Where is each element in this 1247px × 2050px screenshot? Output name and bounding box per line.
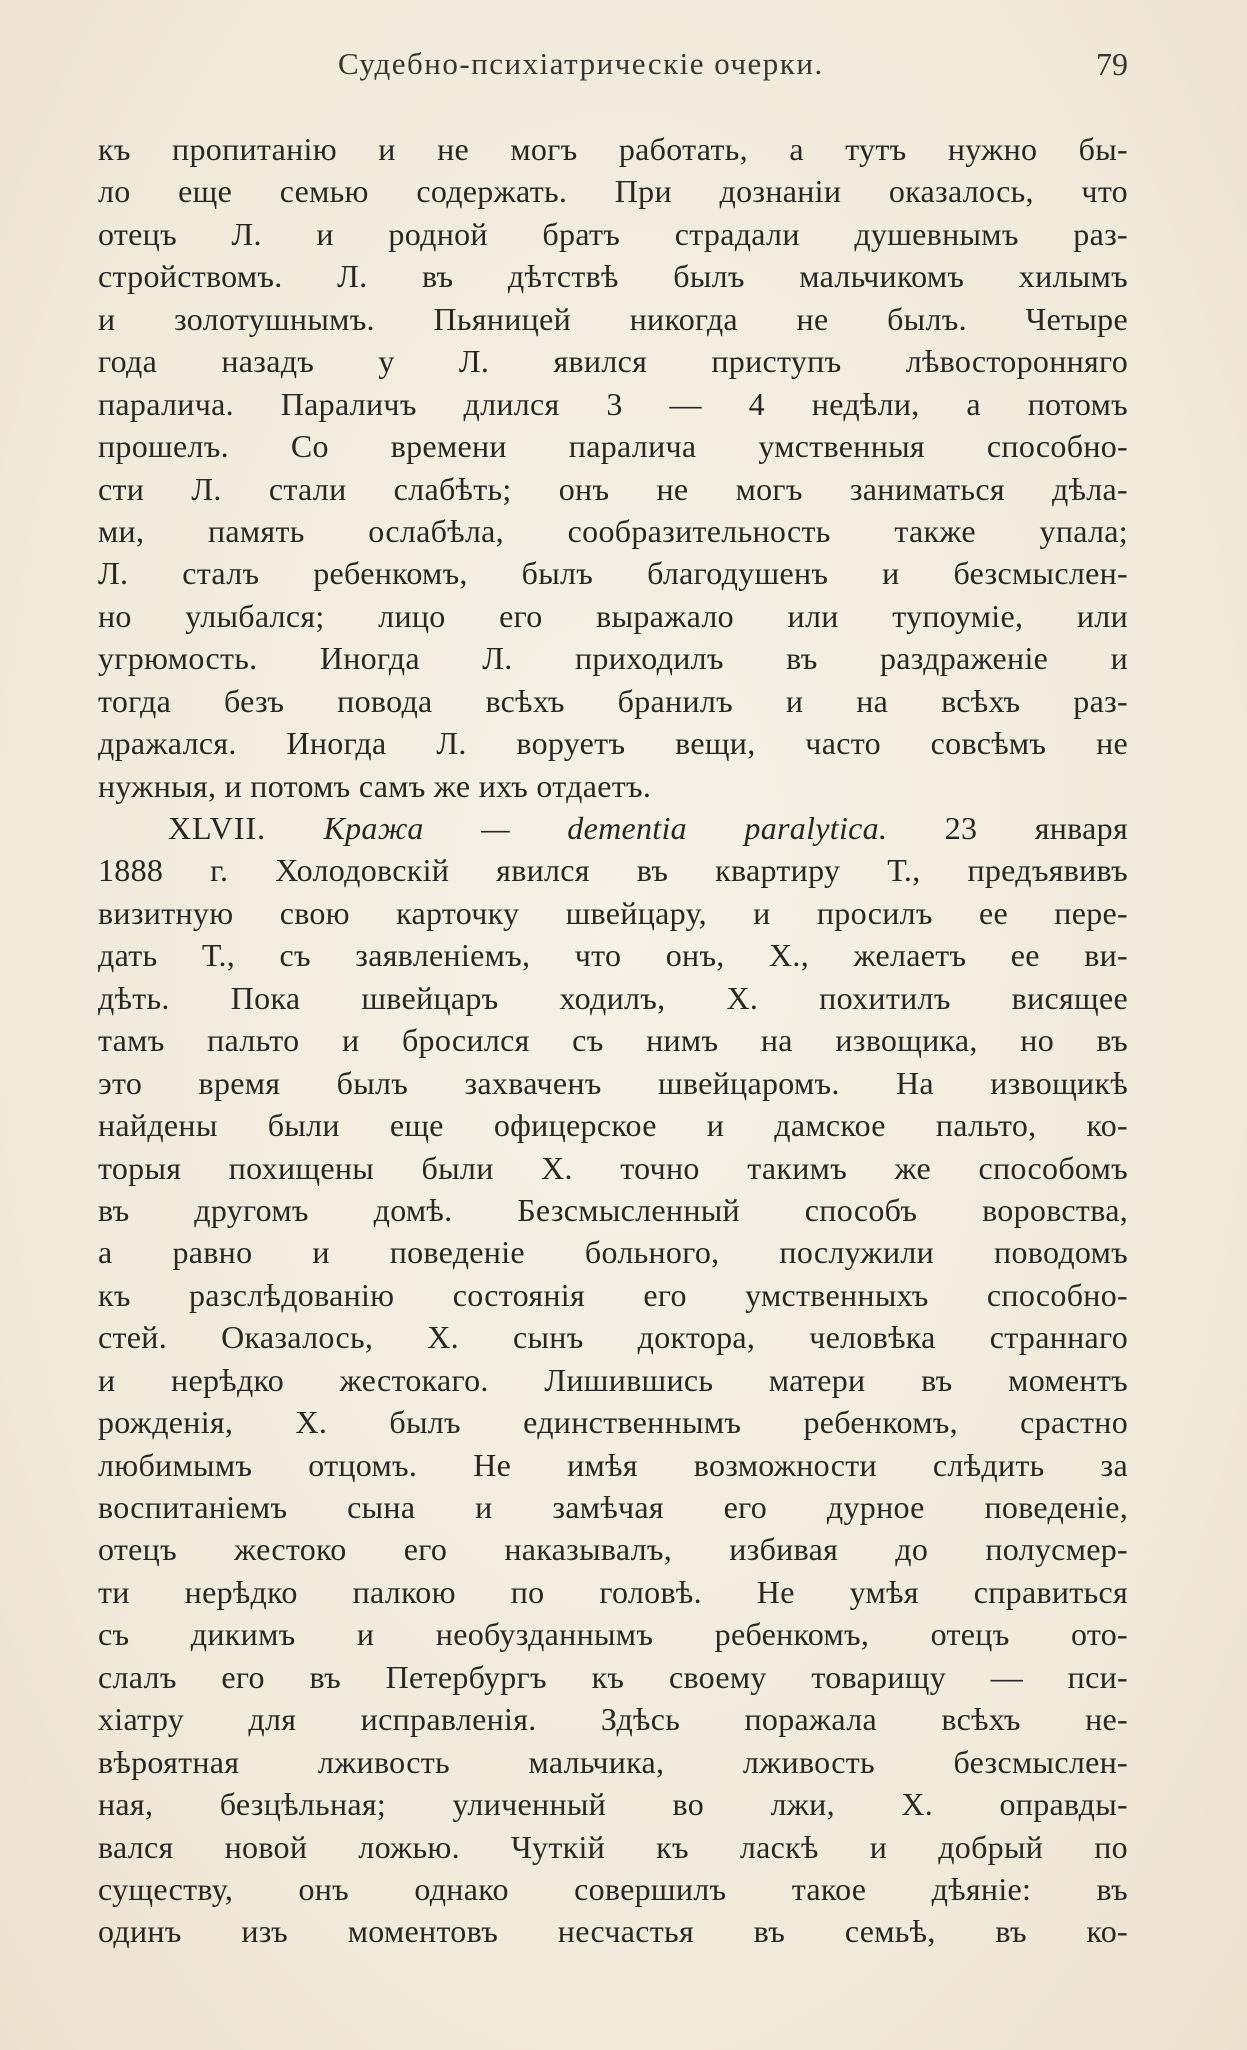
text-line: это время былъ захваченъ швейцаромъ. На извощикѣ: [98, 1064, 1128, 1101]
case-date: 23 января: [944, 810, 1128, 846]
text-line: угрюмость. Иногда Л. приходилъ въ раздраженіе и: [98, 640, 1128, 677]
page-header: [98, 46, 1128, 96]
text-line: хіатру для исправленія. Здѣсь поражала всѣхъ не-: [98, 1701, 1128, 1738]
case-number: XLVII.: [168, 810, 267, 846]
text-line: Л. сталъ ребенкомъ, былъ благодушенъ и безсмыслен-: [98, 555, 1128, 592]
text-line: ло еще семью содержать. При дознаніи оказалось, что: [98, 173, 1128, 210]
text-line: тогда безъ повода всѣхъ бранилъ и на всѣхъ раз-: [98, 682, 1128, 719]
text-line: сти Л. стали слабѣть; онъ не могъ заниматься дѣла-: [98, 470, 1128, 507]
text-line: дѣть. Пока швейцаръ ходилъ, Х. похитилъ висящее: [98, 979, 1128, 1016]
text-line: въ другомъ домѣ. Безсмысленный способъ воровства,: [98, 1191, 1128, 1228]
text-line: дать Т., съ заявленіемъ, что онъ, Х., желаетъ ее ви-: [98, 937, 1128, 974]
text-line: вѣроятная лживость мальчика, лживость безсмыслен-: [98, 1743, 1128, 1780]
running-head: Судебно-психіатрическіе очерки.: [338, 46, 824, 81]
text-line: къ разслѣдованію состоянія его умственныхъ способно-: [98, 1276, 1128, 1313]
page-number: 79: [1096, 46, 1128, 82]
text-line: ми, память ослабѣла, сообразительность также упала;: [98, 512, 1128, 549]
text-line: 1888 г. Холодовскій явился въ квартиру Т., предъявивъ: [98, 852, 1128, 889]
case-title: Кража — dementia paralytica.: [323, 810, 888, 846]
text-line: найдены были еще офицерское и дамское пальто, ко-: [98, 1107, 1128, 1144]
text-line: одинъ изъ моментовъ несчастья въ семьѣ, въ ко-: [98, 1913, 1128, 1950]
text-line: любимымъ отцомъ. Не имѣя возможности слѣдить за: [98, 1446, 1128, 1483]
text-line: но улыбался; лицо его выражало или тупоуміе, или: [98, 597, 1128, 634]
text-line: стройствомъ. Л. въ дѣтствѣ былъ мальчикомъ хилымъ: [98, 258, 1128, 295]
text-line: прошелъ. Со времени паралича умственныя способно-: [98, 428, 1128, 465]
text-line: отецъ жестоко его наказывалъ, избивая до полусмер-: [98, 1531, 1128, 1568]
text-line: стей. Оказалось, Х. сынъ доктора, человѣка страннаго: [98, 1319, 1128, 1356]
text-line: и золотушнымъ. Пьяницей никогда не былъ. Четыре: [98, 300, 1128, 337]
text-line: съ дикимъ и необузданнымъ ребенкомъ, отецъ ото-: [98, 1616, 1128, 1653]
text-line: паралича. Параличъ длился 3 — 4 недѣли, а потомъ: [98, 385, 1128, 422]
text-line: воспитаніемъ сына и замѣчая его дурное поведеніе,: [98, 1489, 1128, 1525]
text-line: отецъ Л. и родной братъ страдали душевнымъ раз-: [98, 215, 1128, 252]
text-line: визитную свою карточку швейцару, и просилъ ее пере-: [98, 894, 1128, 931]
text-line: года назадъ у Л. явился приступъ лѣвосторонняго: [98, 343, 1128, 380]
text-line: ная, безцѣльная; уличенный во лжи, Х. оправды-: [98, 1786, 1128, 1823]
text-line: ти нерѣдко палкою по головѣ. Не умѣя справиться: [98, 1573, 1128, 1610]
text-line: нужныя, и потомъ самъ же ихъ отдаетъ.: [98, 767, 652, 804]
text-line: къ пропитанію и не могъ работать, а тутъ нужно бы-: [98, 131, 1128, 167]
text-line: и нерѣдко жестокаго. Лишившись матери въ моментъ: [98, 1361, 1128, 1398]
text-line: вался новой ложью. Чуткій къ ласкѣ и добрый по: [98, 1828, 1128, 1865]
text-line: дражался. Иногда Л. воруетъ вещи, часто совсѣмъ не: [98, 725, 1128, 762]
text-line: рожденія, Х. былъ единственнымъ ребенкомъ, срастно: [98, 1404, 1128, 1441]
text-line: слалъ его въ Петербургъ къ своему товарищу — пси-: [98, 1658, 1128, 1695]
text-line: тамъ пальто и бросился съ нимъ на извощика, но въ: [98, 1022, 1128, 1059]
body-text: [98, 128, 1128, 1953]
case-heading-line: [98, 807, 1128, 849]
text-line: а равно и поведеніе больного, послужили поводомъ: [98, 1234, 1128, 1271]
text-line: торыя похищены были Х. точно такимъ же способомъ: [98, 1149, 1128, 1186]
text-line: существу, онъ однако совершилъ такое дѣяніе: въ: [98, 1870, 1128, 1907]
